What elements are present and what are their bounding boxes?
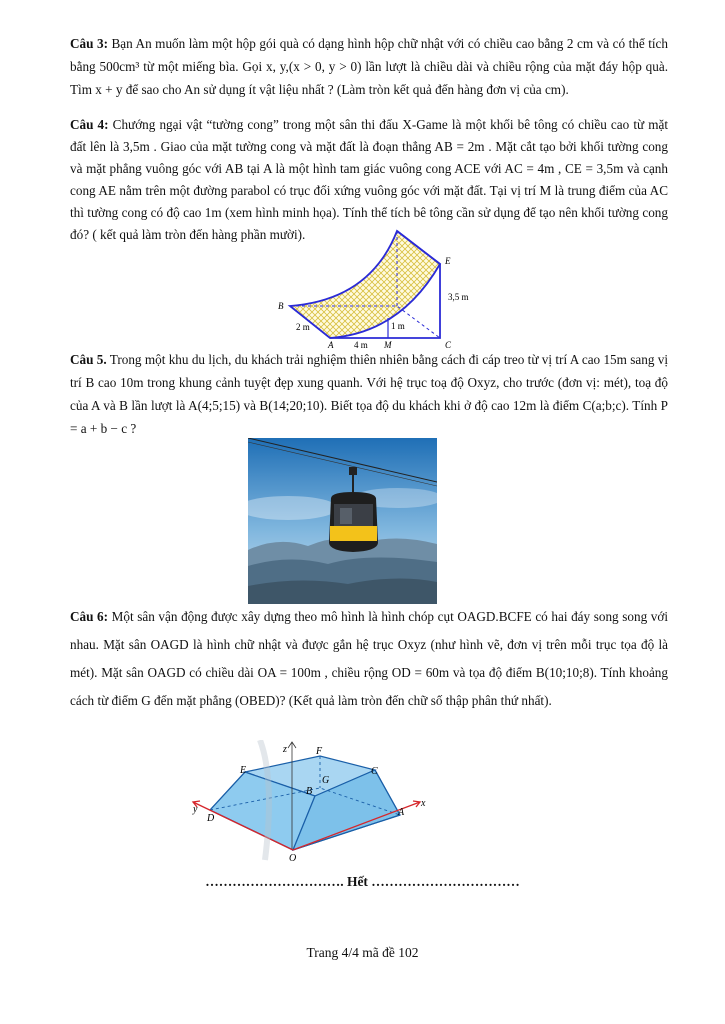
label-b: B: [278, 301, 284, 311]
cable-car-photo: [248, 438, 437, 604]
question-5-text: Trong một khu du lịch, du khách trải nghiệm thiên nhiên bằng cách đi cáp treo từ vị trí A cao 15m sang vị trí B cao 10m trong khung cảnh tuyệt đẹp xung quanh. Với hệ trục toạ độ Oxyz, cho trước (đơn vị: mét), toạ độ của A và B lần lượt là A(4;5;15) và B(14;20;10). Biết tọa độ du khách khi ở độ cao 12m là điểm C(a;b;c). Tính P = a + b − c ?: [70, 352, 668, 436]
stadium-pyramid-figure: [185, 740, 435, 865]
question-4: [70, 114, 668, 246]
label-f: F: [316, 746, 323, 757]
question-4-text: Chướng ngại vật “tường cong” trong một sân thi đấu X-Game là một khối bê tông có chiều cao từ mặt đất lên là 3,5m . Giao của mặt tường cong và mặt đất là đoạn thẳng AB = 2m . Mặt cắt tạo bởi khối tường cong và mặt phẳng vuông góc với AB tại A là một hình tam giác vuông cong ACE với AC = 4m , CE = 3,5m và cạnh cong AE nằm trên một đường parabol có trục đối xứng vuông góc với mặt đất. Tại vị trí M là trung điểm của AC thì tường cong có độ cao 1m (xem hình minh họa). Tính thể tích bê tông cần sử dụng để tạo nên khối tường cong đó? ( kết quả làm tròn đến hàng phần mười).: [70, 117, 669, 242]
label-b: B: [306, 786, 313, 797]
question-3-text: Bạn An muốn làm một hộp gói quà có dạng hình hộp chữ nhật với có chiều cao bằng 2 cm và có thể tích bằng 500cm³ từ một miếng bìa. Gọi x, y,(x > 0, y > 0) lần lượt là chiều dài và chiều rộng của mặt đáy hộp quà. Tìm x + y để sao cho An sử dụng ít vật liệu nhất ? (Làm tròn kết quả đến hàng đơn vị của cm).: [70, 36, 669, 98]
dim-ce: 3,5 m: [448, 292, 469, 302]
dim-ab: 2 m: [296, 322, 310, 332]
label-c: C: [371, 766, 378, 777]
label-a: A: [398, 807, 405, 818]
label-d: D: [207, 813, 215, 824]
dim-m-height: 1 m: [391, 321, 405, 331]
question-5: [70, 348, 668, 440]
label-c: C: [445, 340, 452, 350]
label-g: G: [322, 775, 330, 786]
question-4-label: Câu 4:: [70, 117, 109, 132]
curved-wall-figure: [270, 228, 490, 350]
question-5-label: Câu 5.: [70, 352, 107, 367]
label-m: M: [384, 340, 392, 350]
label-a: A: [328, 340, 334, 350]
axis-x-label: x: [421, 798, 426, 809]
question-6: [70, 603, 668, 715]
dim-ac: 4 m: [354, 340, 368, 350]
question-6-label: Câu 6:: [70, 609, 109, 624]
axis-z-label: z: [283, 744, 287, 755]
end-of-exam-line: …………………………. Hết ……………………………: [205, 874, 520, 889]
label-e: E: [240, 765, 247, 776]
question-6-text: Một sân vận động được xây dựng theo mô hình là hình chóp cụt OAGD.BCFE có hai đáy song song với nhau. Mặt sân OAGD là hình chữ nhật và được gắn hệ trục Oxyz (như hình vẽ, đơn vị trên mỗi trục tọa độ là mét). Mặt sân OAGD có chiều dài OA = 100m , chiều rộng OD = 60m và tọa độ điểm B(10;10;8). Tính khoảng cách từ điểm G đến mặt phẳng (OBED)? (Kết quả làm tròn đến chữ số thập phân thứ nhất).: [70, 609, 668, 708]
label-o: O: [289, 853, 297, 864]
question-3-label: Câu 3:: [70, 36, 108, 51]
label-e: E: [445, 256, 451, 266]
axis-y-label: y: [193, 804, 198, 815]
question-3: [70, 32, 668, 102]
page-footer: Trang 4/4 mã đề 102: [306, 945, 419, 960]
